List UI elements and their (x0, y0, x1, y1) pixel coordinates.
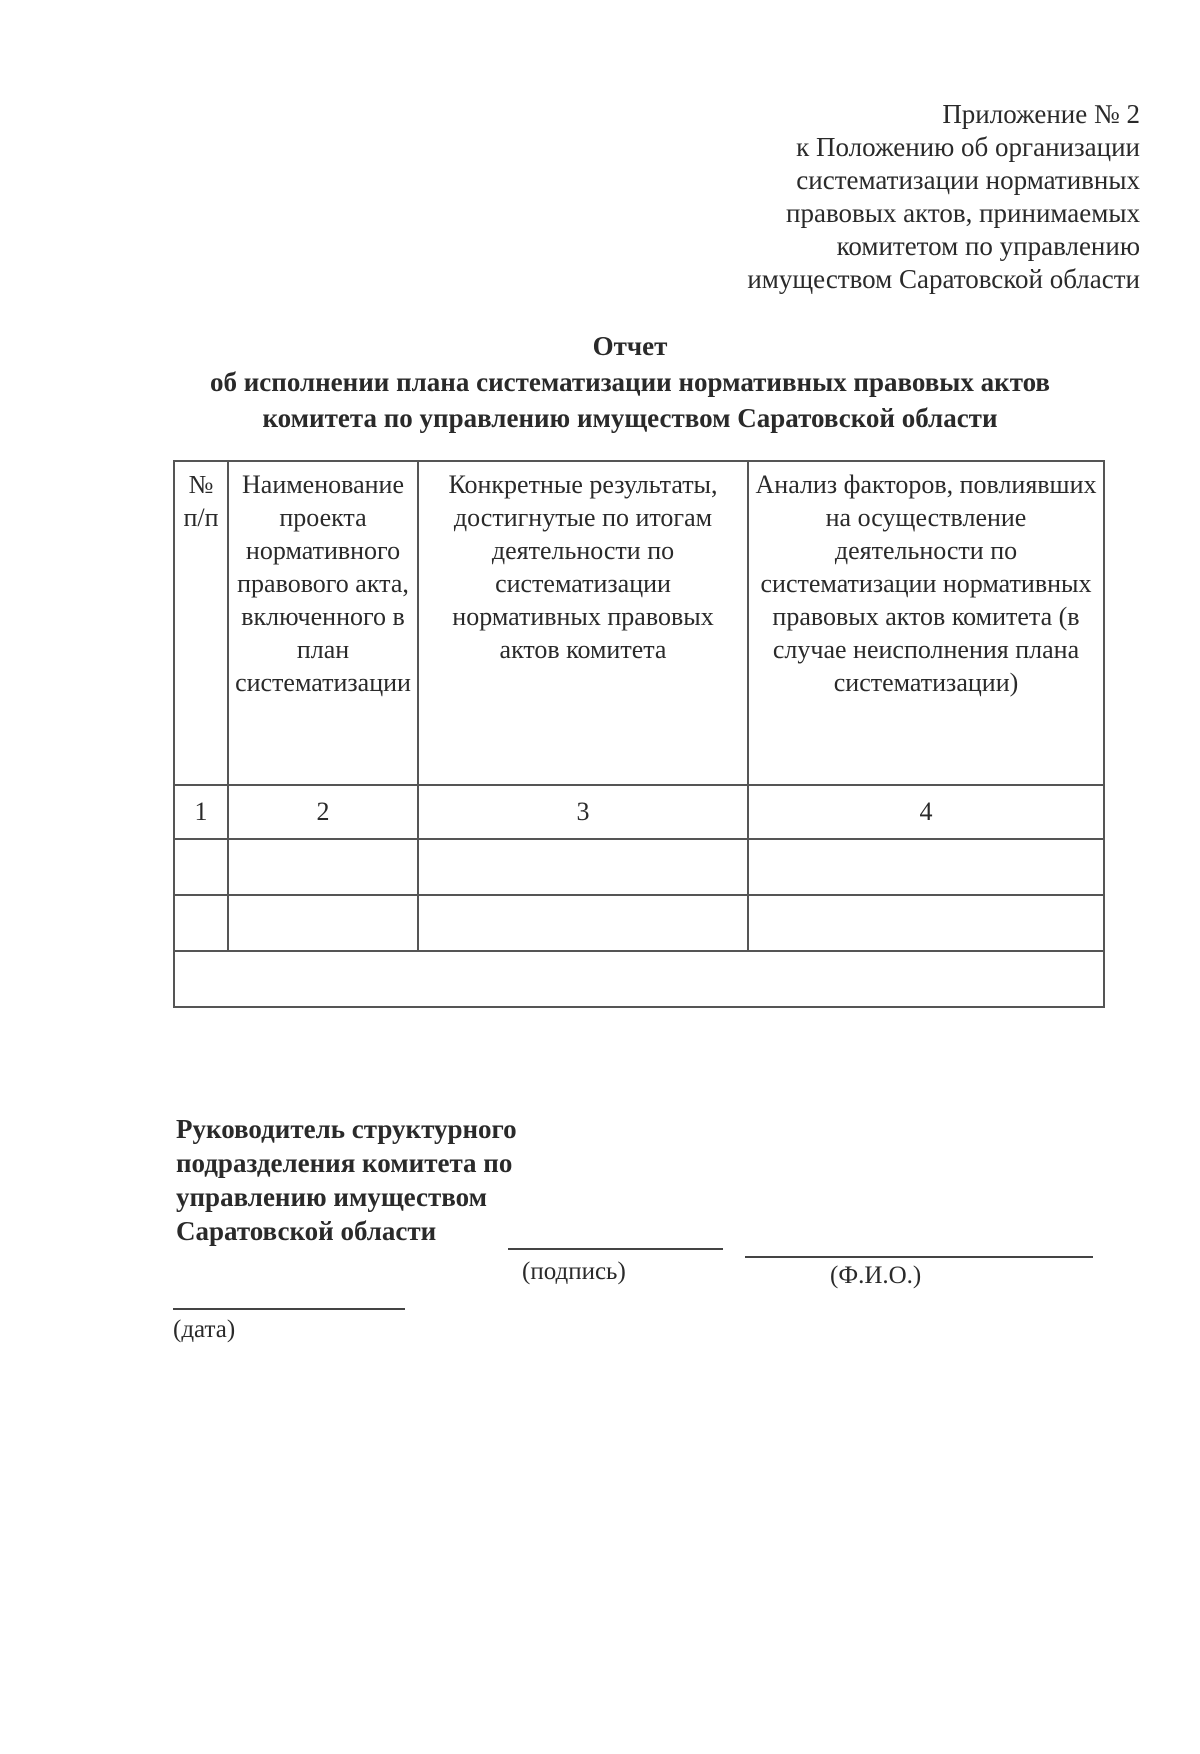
table-row (174, 839, 1104, 895)
header-results: Конкретные результаты, достигнутые по итогам деятельности по систематизации нормативных правовых актов комитета (418, 461, 748, 785)
appendix-line: к Положению об организации (796, 132, 1140, 162)
table-row (174, 951, 1104, 1007)
signatory-title (176, 1112, 517, 1248)
column-number: 2 (228, 785, 418, 839)
table-cell (418, 895, 748, 951)
table-cell (748, 895, 1104, 951)
column-number: 1 (174, 785, 228, 839)
header-factors: Анализ факторов, повлиявших на осуществление деятельности по систематизации нормативных правовых актов комитета (в случае неисполнения плана систематизации) (748, 461, 1104, 785)
header-number: № п/п (174, 461, 228, 785)
signatory-line: Руководитель структурного (176, 1114, 517, 1144)
document-title (150, 328, 1110, 436)
column-number: 3 (418, 785, 748, 839)
appendix-line: комитетом по управлению (836, 231, 1140, 261)
title-line: Отчет (592, 331, 668, 361)
date-caption: (дата) (173, 1316, 236, 1343)
title-line: комитета по управлению имуществом Саратовской области (262, 403, 998, 433)
signatory-line: управлению имуществом (176, 1182, 488, 1212)
appendix-line: Приложение № 2 (942, 99, 1140, 129)
table-cell (174, 839, 228, 895)
report-table (173, 460, 1105, 1008)
signatory-line: подразделения комитета по (176, 1148, 513, 1178)
appendix-line: имуществом Саратовской области (747, 264, 1140, 294)
table-cell (228, 895, 418, 951)
title-line: об исполнении плана систематизации нормативных правовых актов (209, 367, 1051, 397)
table-cell (174, 951, 1104, 1007)
appendix-line: систематизации нормативных (796, 165, 1140, 195)
column-number: 4 (748, 785, 1104, 839)
table-header-row (174, 461, 1104, 785)
name-line (745, 1256, 1093, 1258)
table-cell (418, 839, 748, 895)
table-row (174, 895, 1104, 951)
header-act-name: Наименование проекта нормативного правового акта, включенного в план систематизации (228, 461, 418, 785)
date-line (173, 1308, 405, 1310)
table-cell (174, 895, 228, 951)
signature-caption: (подпись) (522, 1258, 626, 1285)
signature-line (508, 1248, 723, 1250)
column-number-row (174, 785, 1104, 839)
table-cell (748, 839, 1104, 895)
signatory-line: Саратовской области (176, 1216, 437, 1246)
name-caption: (Ф.И.О.) (830, 1262, 922, 1289)
appendix-line: правовых актов, принимаемых (786, 198, 1140, 228)
appendix-reference (580, 98, 1140, 296)
table-cell (228, 839, 418, 895)
